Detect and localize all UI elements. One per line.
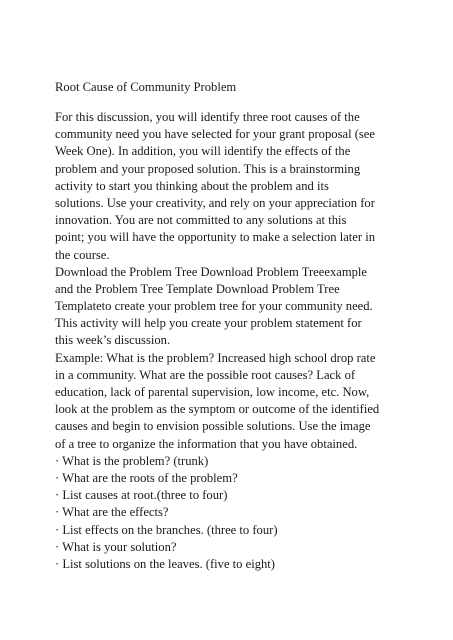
- example-line: in a community. What are the possible root causes? Lack of: [55, 367, 356, 382]
- bullet-item: · List solutions on the leaves. (five to eight): [55, 556, 275, 571]
- bullet-item: · List causes at root.(three to four): [55, 488, 228, 503]
- body-line: problem and your proposed solution. This is a brainstorming: [55, 161, 361, 176]
- example-line: Example: What is the problem? Increased high school drop rate: [55, 350, 376, 365]
- download-line: Download the Problem Tree Download Problem Treeexample: [55, 264, 368, 279]
- body-line: For this discussion, you will identify three root causes of the: [55, 110, 360, 124]
- body-line: the course.: [55, 247, 110, 262]
- body-line: community need you have selected for your grant proposal (see: [55, 127, 375, 142]
- body-line: activity to start you thinking about the problem and its: [55, 178, 329, 193]
- bullet-item: · What are the effects?: [55, 505, 169, 520]
- bullet-item: · What is the problem? (trunk): [55, 453, 209, 468]
- example-line: education, lack of parental supervision, low income, etc. Now,: [55, 385, 370, 399]
- example-line: of a tree to organize the information that you have obtained.: [55, 436, 358, 451]
- example-line: look at the problem as the symptom or outcome of the identified: [55, 402, 380, 417]
- body-line: Templateto create your problem tree for your community need.: [55, 299, 373, 314]
- body-line: point; you will have the opportunity to make a selection later in: [55, 230, 376, 245]
- bullet-item: · List effects on the branches. (three to four): [55, 522, 278, 537]
- body-line: solutions. Use your creativity, and rely on your appreciation for: [55, 195, 375, 210]
- body-line: innovation. You are not committed to any solutions at this: [55, 213, 347, 228]
- body-line: Week One). In addition, you will identify the effects of the: [55, 144, 351, 159]
- body-line: This activity will help you create your problem statement for: [55, 316, 362, 331]
- bullet-item: · What is your solution?: [55, 539, 177, 554]
- example-line: causes and begin to envision possible solutions. Use the image: [55, 419, 371, 434]
- body-line: this week’s discussion.: [55, 333, 171, 348]
- document-title: Root Cause of Community Problem: [55, 80, 237, 94]
- bullet-item: · What are the roots of the problem?: [55, 470, 238, 485]
- download-line: and the Problem Tree Template Download Problem Tree: [55, 281, 340, 296]
- document-body: [55, 109, 405, 573]
